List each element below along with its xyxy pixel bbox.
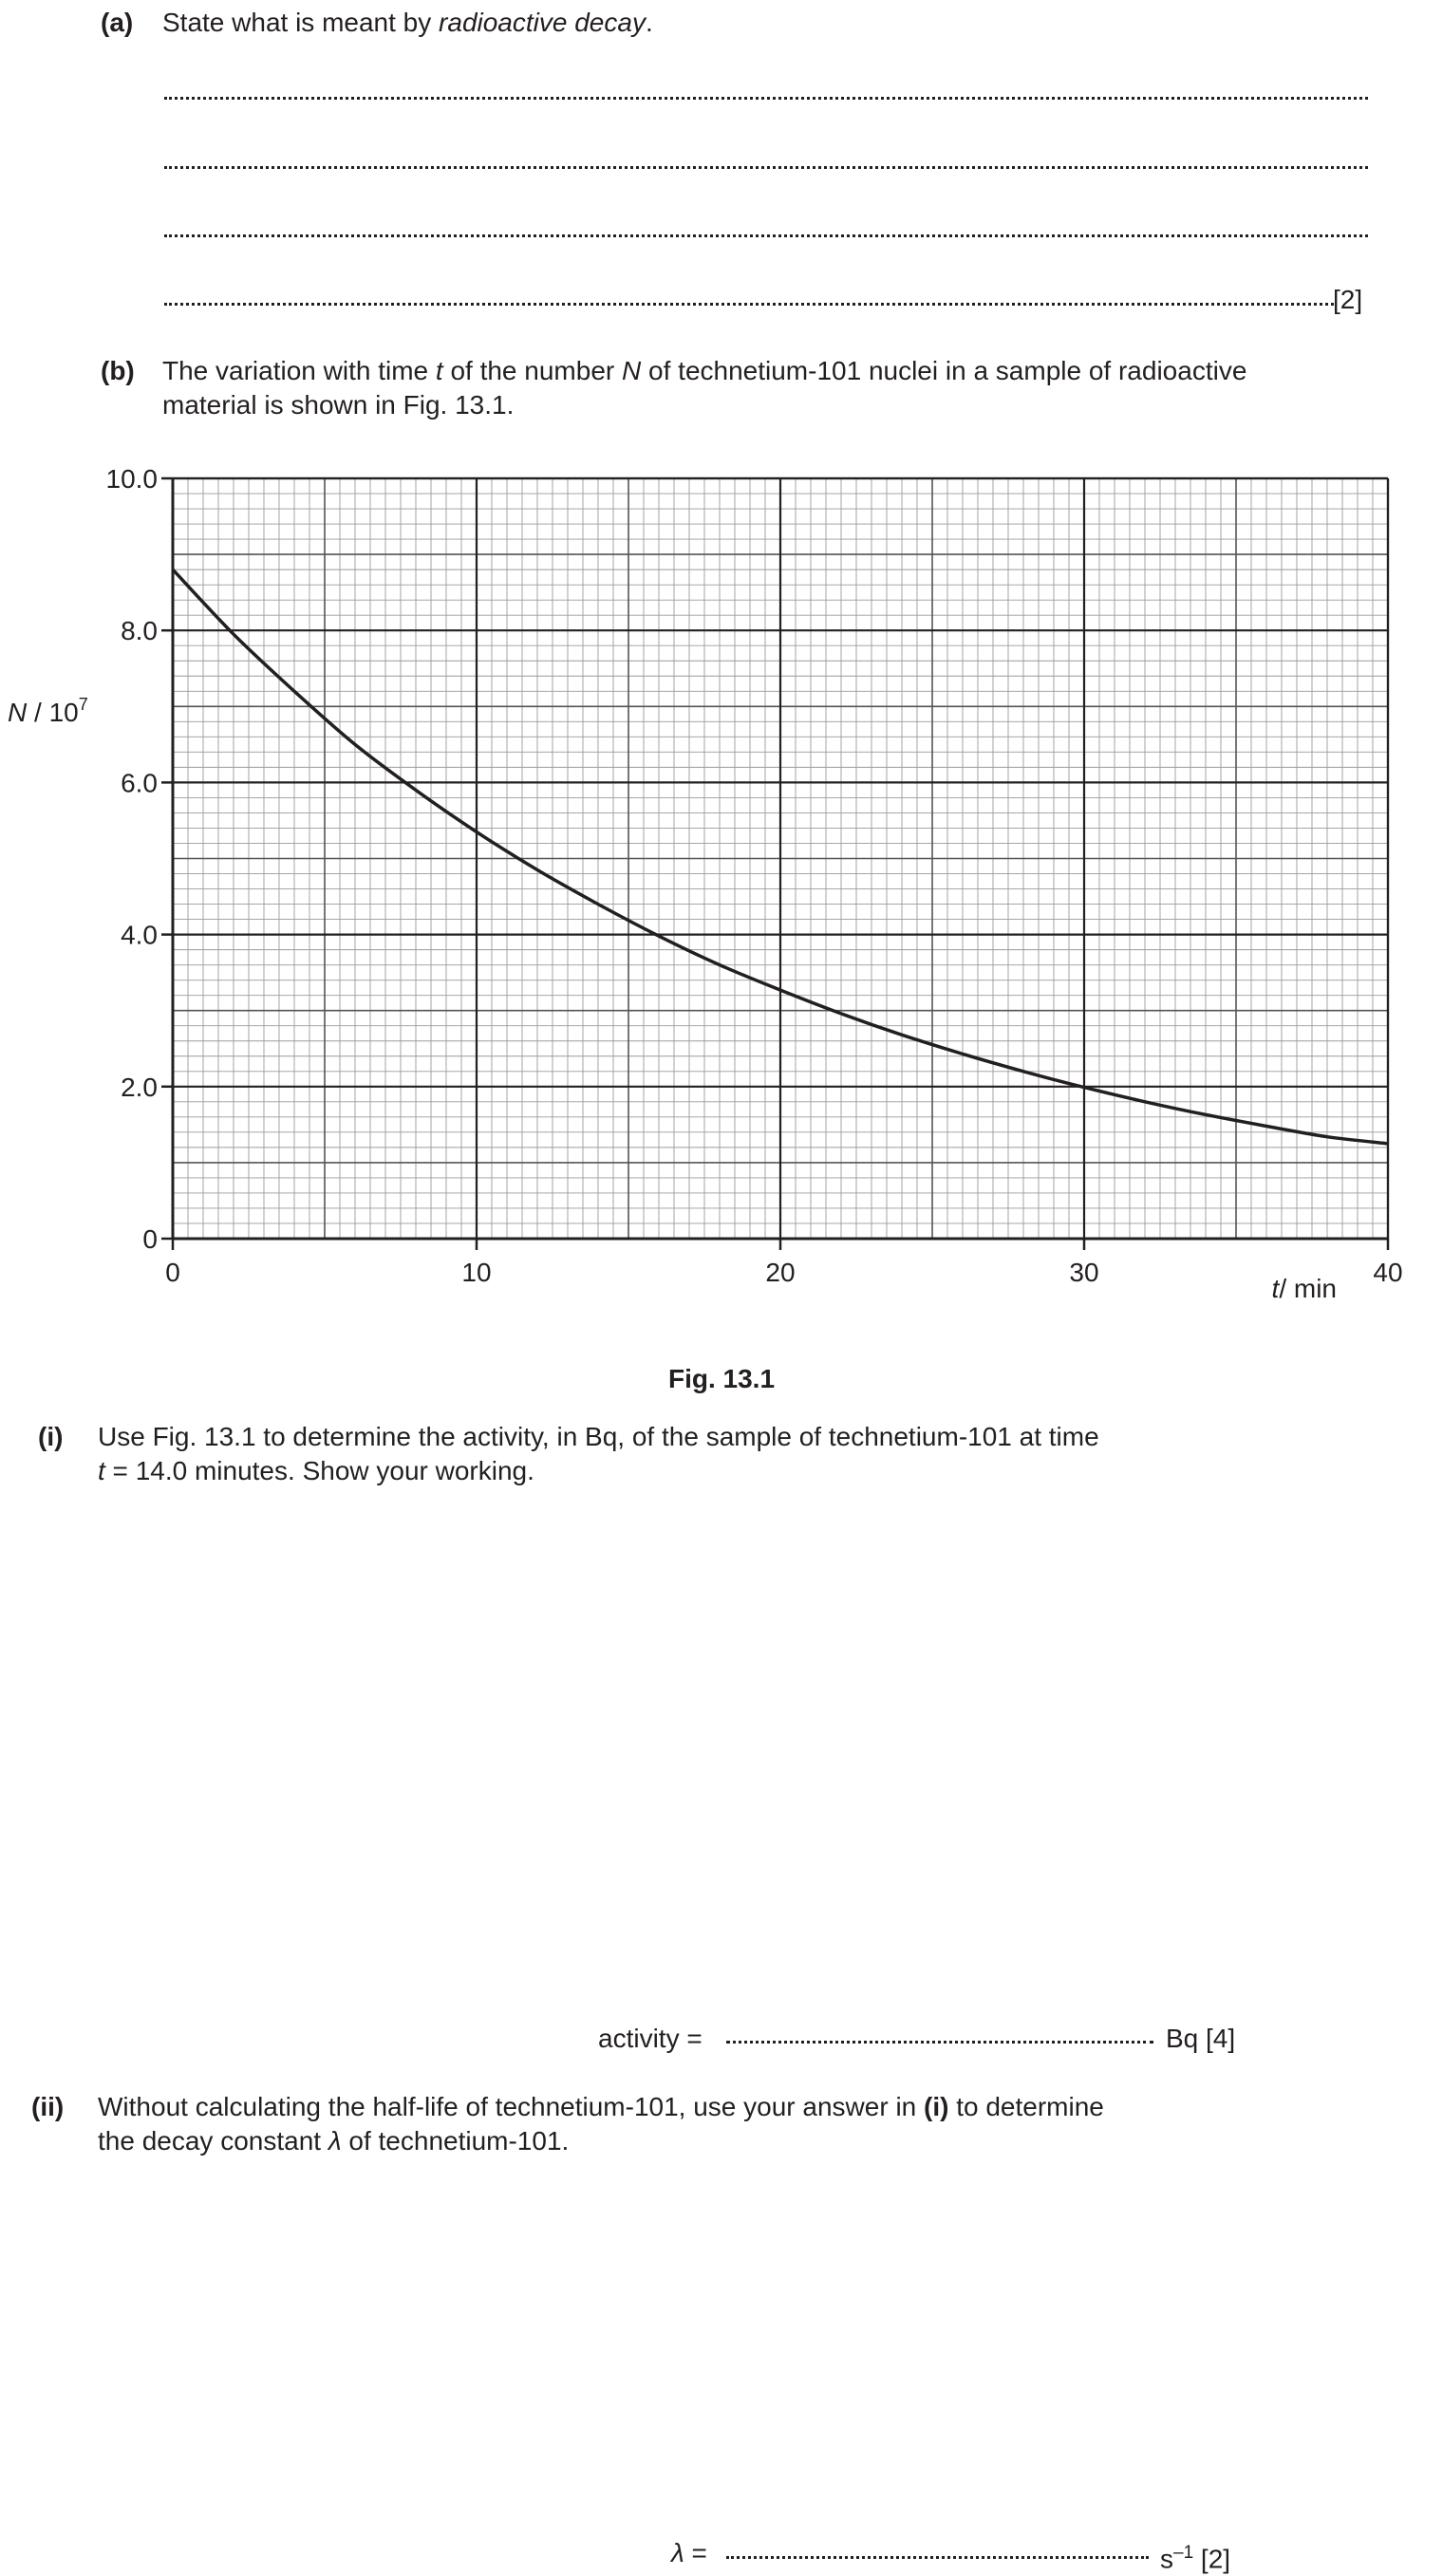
lambda-symbol: λ bbox=[328, 2126, 342, 2156]
y-tick-label: 6.0 bbox=[121, 768, 158, 798]
x-tick-label: 10 bbox=[461, 1258, 492, 1287]
activity-answer-line[interactable] bbox=[726, 2041, 1153, 2044]
part-ii-label: (ii) bbox=[31, 2092, 65, 2121]
part-i-line-1: Use Fig. 13.1 to determine the activity, in Bq, of the sample of technetium-101 at time bbox=[98, 1422, 1099, 1451]
y-tick-label: 10.0 bbox=[105, 464, 158, 494]
part-b-label: (b) bbox=[101, 356, 135, 385]
part-ii-ref: (i) bbox=[924, 2092, 949, 2121]
lambda-marks: [2] bbox=[1193, 2544, 1231, 2574]
part-ii-text-1: Without calculating the half-life of technetium-101, use your answer in bbox=[98, 2092, 925, 2121]
lambda-unit-exp: –1 bbox=[1173, 2543, 1194, 2563]
y-tick-label: 8.0 bbox=[121, 616, 158, 646]
part-b-text-1: The variation with time bbox=[162, 356, 436, 385]
lambda-equals: = bbox=[684, 2538, 707, 2567]
part-a-label: (a) bbox=[101, 8, 134, 37]
part-ii-text-4: of technetium-101. bbox=[341, 2126, 570, 2156]
part-ii-line-2 bbox=[98, 2124, 569, 2158]
answer-line-2[interactable] bbox=[164, 166, 1368, 169]
y-axis-label: N / $10^7$ bbox=[8, 695, 88, 727]
part-a-question bbox=[162, 6, 653, 40]
part-b-line-1 bbox=[162, 354, 1396, 388]
activity-label: activity = bbox=[598, 2024, 703, 2053]
figure-caption: Fig. 13.1 bbox=[667, 1364, 776, 1393]
x-tick-labels bbox=[165, 1258, 1402, 1287]
axis-ticks bbox=[161, 478, 1388, 1250]
part-ii-text-3: the decay constant bbox=[98, 2126, 328, 2156]
answer-line-1[interactable] bbox=[164, 97, 1368, 100]
part-a-italic-term: radioactive decay bbox=[439, 8, 646, 37]
part-b-text-3: of technetium-101 nuclei in a sample of radioactive bbox=[641, 356, 1247, 385]
part-ii-text-2: to determine bbox=[948, 2092, 1104, 2121]
y-tick-label: 0 bbox=[142, 1224, 158, 1254]
lambda-symbol: λ bbox=[671, 2538, 684, 2567]
var-t: t bbox=[98, 1456, 105, 1485]
part-ii-line-1 bbox=[98, 2090, 1251, 2124]
lambda-answer-line[interactable] bbox=[726, 2556, 1149, 2559]
part-i-text: = 14.0 minutes. Show your working. bbox=[104, 1456, 534, 1485]
part-i-line-2 bbox=[98, 1454, 534, 1488]
x-tick-label: 0 bbox=[165, 1258, 180, 1287]
part-b-text-2: of the number bbox=[442, 356, 623, 385]
y-tick-labels bbox=[106, 464, 159, 1254]
lambda-answer-label bbox=[671, 2536, 707, 2570]
answer-line-4[interactable] bbox=[164, 303, 1334, 306]
part-a-marks: [2] bbox=[1333, 285, 1363, 314]
decay-graph bbox=[0, 446, 1443, 1329]
x-tick-label: 40 bbox=[1373, 1258, 1403, 1287]
activity-unit: Bq [4] bbox=[1166, 2024, 1236, 2053]
part-b-line-2: material is shown in Fig. 13.1. bbox=[162, 390, 515, 420]
lambda-unit-base: s bbox=[1160, 2544, 1173, 2574]
part-a-text-before: State what is meant by bbox=[162, 8, 440, 37]
var-n: N bbox=[622, 356, 642, 385]
x-axis-label: t/ min bbox=[1271, 1274, 1337, 1303]
y-tick-label: 4.0 bbox=[121, 920, 158, 950]
part-a-text-after: . bbox=[645, 8, 653, 37]
y-tick-label: 2.0 bbox=[121, 1072, 158, 1102]
part-i-label: (i) bbox=[38, 1422, 64, 1451]
lambda-unit bbox=[1160, 2536, 1230, 2576]
answer-line-3[interactable] bbox=[164, 234, 1368, 237]
x-tick-label: 30 bbox=[1069, 1258, 1099, 1287]
x-tick-label: 20 bbox=[765, 1258, 796, 1287]
var-t: t bbox=[435, 356, 443, 385]
